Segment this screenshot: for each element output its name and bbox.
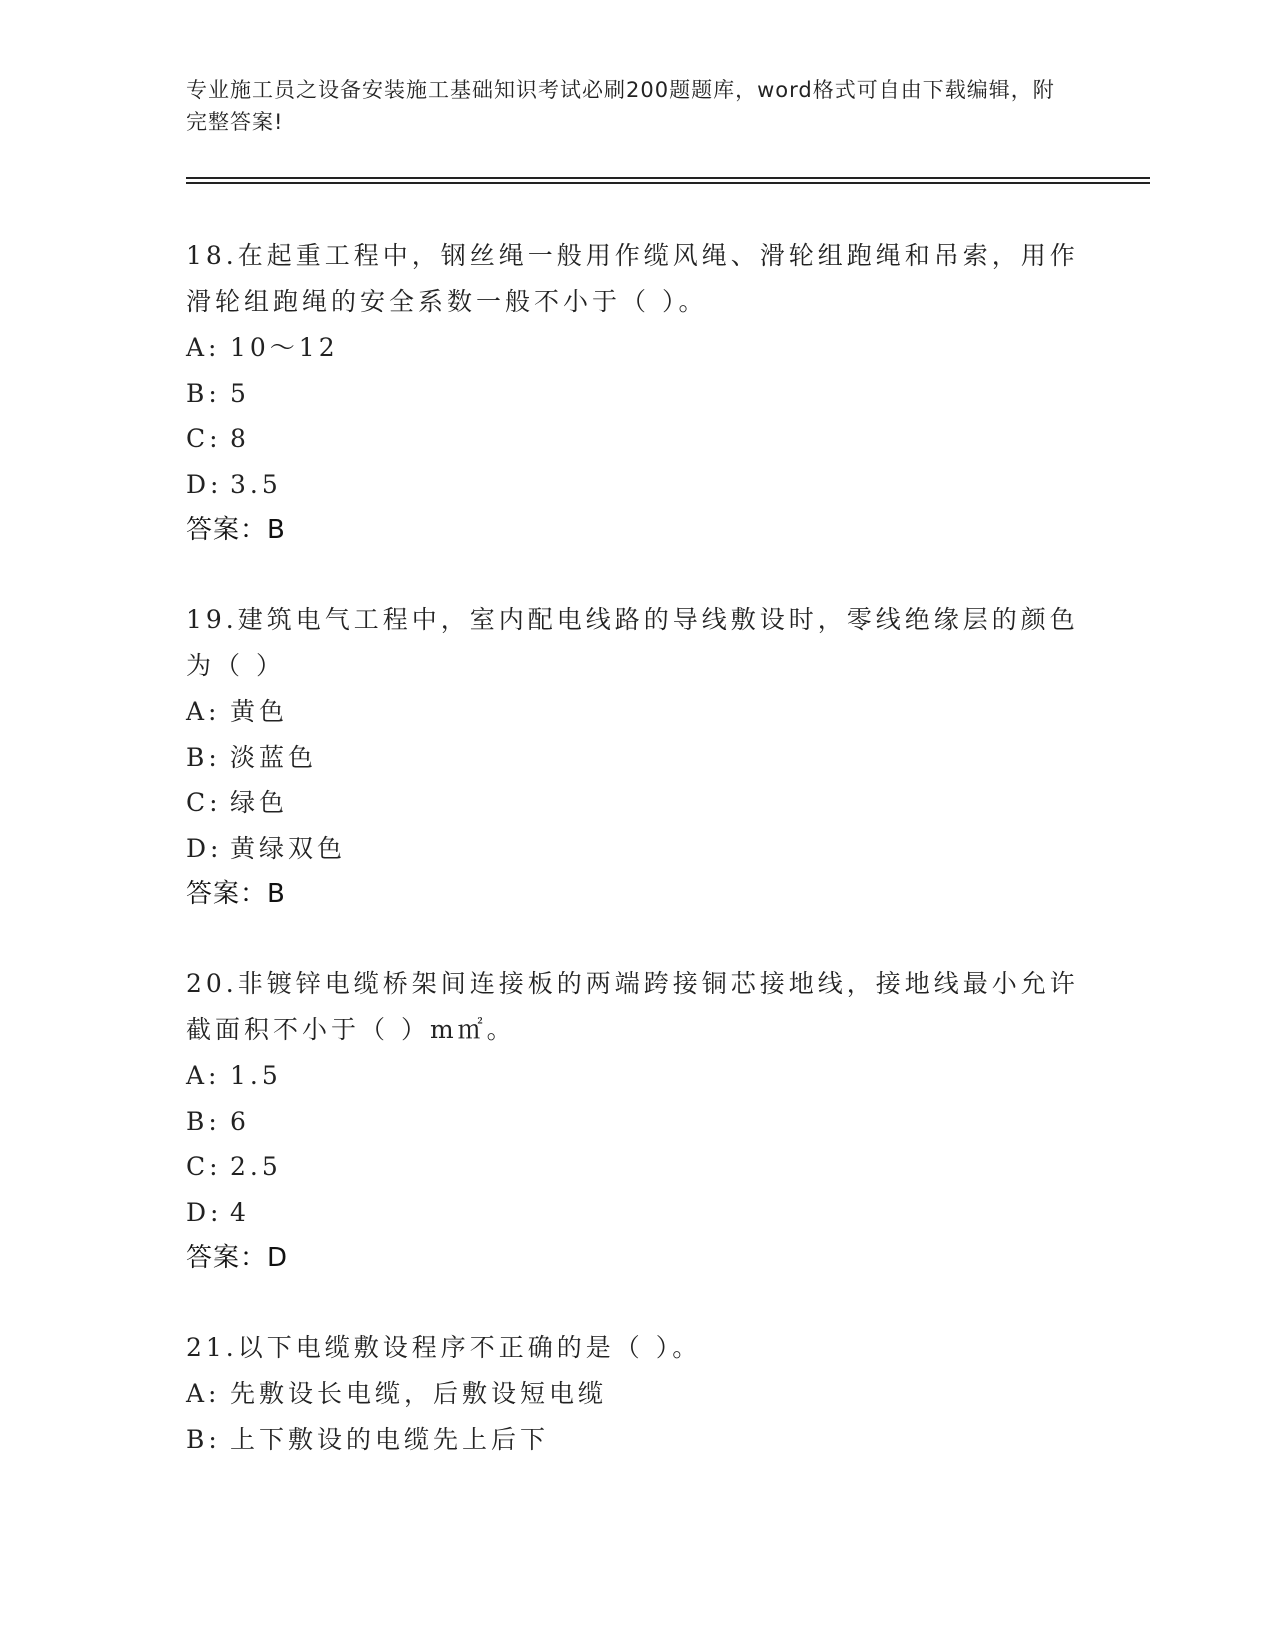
option-letter: C: — [186, 788, 222, 817]
question-list — [186, 233, 1086, 1506]
option-a — [186, 1053, 1086, 1099]
question-20 — [186, 961, 1086, 1281]
option-value: 8 — [230, 424, 250, 453]
option-value: 4 — [230, 1197, 250, 1227]
option-value: 先敷设长电缆，后敷设短电缆 — [230, 1379, 608, 1408]
header-divider-top — [186, 177, 1150, 179]
option-letter: B: — [186, 742, 221, 772]
question-text: 20.非镀锌电缆桥架间连接板的两端跨接铜芯接地线，接地线最小允许截面积不小于（ ）m㎡。 — [186, 969, 1079, 1044]
option-value: 淡蓝色 — [230, 742, 318, 772]
option-value: 6 — [230, 1106, 250, 1136]
option-value: 3.5 — [230, 469, 282, 499]
option-letter: A: — [186, 1379, 221, 1408]
option-letter: B: — [186, 378, 221, 408]
option-b — [186, 371, 1086, 417]
option-letter: D: — [186, 1197, 223, 1227]
option-c — [186, 1144, 1086, 1190]
option-letter: D: — [186, 469, 223, 499]
option-value: 2.5 — [230, 1152, 282, 1181]
page-header: 专业施工员之设备安装施工基础知识考试必刷200题题库，word格式可自由下载编辑，附完整答案! — [186, 78, 1055, 134]
header-divider-bottom — [186, 182, 1150, 184]
option-b — [186, 1099, 1086, 1145]
option-value: 绿色 — [230, 788, 289, 817]
option-b — [186, 735, 1086, 781]
answer-label: 答案：B — [186, 879, 286, 909]
question-19 — [186, 597, 1086, 917]
option-letter: A: — [186, 1061, 221, 1090]
option-value: 上下敷设的电缆先上后下 — [230, 1424, 550, 1454]
option-c — [186, 780, 1086, 826]
option-c — [186, 416, 1086, 462]
question-21 — [186, 1325, 1086, 1462]
question-text: 19.建筑电气工程中，室内配电线路的导线敷设时，零线绝缘层的颜色为（ ） — [186, 605, 1079, 680]
option-a — [186, 325, 1086, 371]
option-d — [186, 462, 1086, 508]
option-value: 黄绿双色 — [230, 833, 347, 863]
option-letter: C: — [186, 1152, 222, 1181]
option-b — [186, 1417, 1086, 1463]
option-value: 黄色 — [230, 697, 289, 726]
option-letter: A: — [186, 333, 221, 362]
option-letter: B: — [186, 1106, 221, 1136]
question-text: 18.在起重工程中，钢丝绳一般用作缆风绳、滑轮组跑绳和吊索，用作滑轮组跑绳的安全系数一般不小于（ ）。 — [186, 241, 1079, 316]
option-a — [186, 689, 1086, 735]
option-d — [186, 826, 1086, 872]
option-value: 1.5 — [230, 1061, 282, 1090]
option-d — [186, 1190, 1086, 1236]
option-letter: C: — [186, 424, 222, 453]
option-letter: B: — [186, 1424, 221, 1454]
option-value: 10～12 — [230, 333, 339, 362]
question-18 — [186, 233, 1086, 553]
option-value: 5 — [230, 378, 250, 408]
option-letter: A: — [186, 697, 221, 726]
question-text: 21.以下电缆敷设程序不正确的是（ ）。 — [186, 1333, 702, 1362]
answer-label: 答案：B — [186, 515, 286, 545]
option-letter: D: — [186, 833, 223, 863]
option-a — [186, 1371, 1086, 1417]
answer-label: 答案：D — [186, 1243, 289, 1273]
